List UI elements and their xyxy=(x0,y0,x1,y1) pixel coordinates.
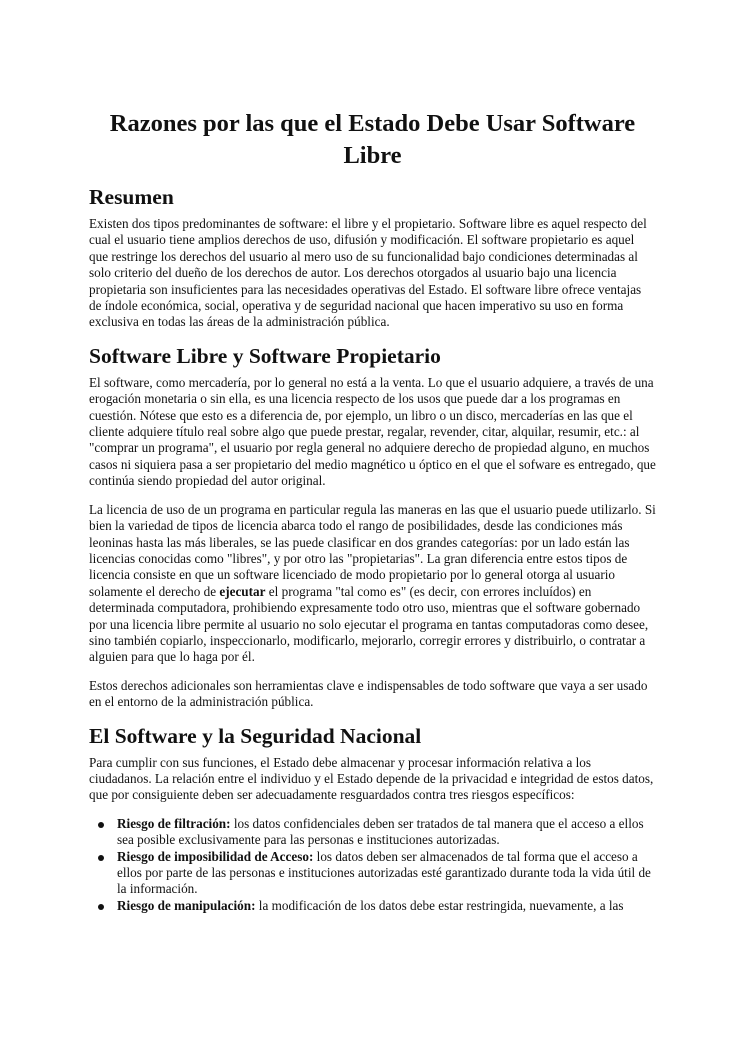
text-run: el programa "tal como es" (es decir, con errores incluídos) en determinada computadora, prohibiendo expresamente todo otro uso, mientras que el software gobernado por una licencia libre permite al usuario no solo ejecutar el programa en tantas computadoras como desee, sino también copiarlo, inspeccionarlo, modificarlo, mejorarlo, corregir errores y distribuirlo, o contratar a alguien para que lo haga por él. xyxy=(89,583,649,665)
bullet-icon xyxy=(98,904,104,910)
list-text: los datos confidenciales deben ser tratados de tal manera que el acceso a ellos sea posible exclusivamente para las personas e instituciones autorizadas. xyxy=(117,815,644,848)
section-heading: Resumen xyxy=(89,185,174,209)
bold-term: ejecutar xyxy=(219,583,266,599)
paragraph xyxy=(89,502,656,666)
section-seguridad xyxy=(89,723,656,915)
list-term: Riesgo de manipulación: xyxy=(117,897,256,913)
text-run: La licencia de uso de un programa en particular regula las maneras en las que el usuario puede utilizarlo. Si bien la variedad de tipos de licencia abarca todo el rango de posibilidades, desde las condiciones más leoninas hasta las más liberales, se las puede clasificar en dos grandes categorías: por un lado están las licencias conocidas como "libres", y por otro las "propietarias". La gran diferencia entre estos tipos de licencia consiste en que un software licenciado de modo propietario por lo general otorga al usuario solamente el derecho de xyxy=(89,501,656,599)
paragraph: Para cumplir con sus funciones, el Estado debe almacenar y procesar información relativa a los ciudadanos. La relación entre el individuo y el Estado depende de la privacidad e integridad de estos datos, que por consiguiente deben ser adecuadamente resguardados contra tres riesgos específicos: xyxy=(89,754,654,803)
section-resumen xyxy=(89,184,656,331)
paragraph: Existen dos tipos predominantes de software: el libre y el propietario. Software libre es aquel respecto del cual el usuario tiene amplios derechos de uso, difusión y modificación. El software propietario es aquel que restringe los derechos del usuario al mero uso de su funcionalidad bajo condiciones determinadas al solo criterio del dueño de los derechos de autor. Los derechos otorgados al usuario bajo una licencia propietaria son insuficientes para las necesidades operativas del Estado. El software libre ofrece ventajas de índole económica, social, operativa y de seguridad nacional que hacen imperativo su uso en forma exclusiva en todas las áreas de la administración pública. xyxy=(89,216,647,330)
paragraph: Estos derechos adicionales son herramientas clave e indispensables de todo software que vaya a ser usado en el entorno de la administración pública. xyxy=(89,677,648,710)
document-title: Razones por las que el Estado Debe Usar Software Libre xyxy=(109,110,636,169)
bullet-icon xyxy=(98,855,104,861)
paragraph: El software, como mercadería, por lo general no está a la venta. Lo que el usuario adquiere, a través de una erogación monetaria o sin ella, es una licencia respecto de los usos que puede dar a los programas en cuestión. Nótese que esto es a diferencia de, por ejemplo, un libro o un disco, mercaderías en las que el cliente adquiere título real sobre algo que puede prestar, regalar, revender, citar, alquilar, resumir, etc.: al "comprar un programa", el usuario por regla general no adquiere derecho de propiedad alguno, en muchos casos ni siquiera pasa a ser propietario del medio magnético u óptico en el que el sofware es entregado, que continúa siendo propiedad del autor original. xyxy=(89,374,656,489)
list-term: Riesgo de filtración: xyxy=(117,815,231,831)
list-item xyxy=(117,849,656,898)
document-page xyxy=(89,108,656,914)
list-text: los datos deben ser almacenados de tal forma que el acceso a ellos por parte de las personas e instituciones autorizadas esté garantizado durante toda la vida útil de la información. xyxy=(117,848,651,897)
section-heading: Software Libre y Software Propietario xyxy=(89,343,441,368)
risk-list xyxy=(89,816,656,914)
section-libre-propietario xyxy=(89,343,656,711)
list-text: la modificación de los datos debe estar restringida, nuevamente, a las xyxy=(255,897,624,913)
section-heading: El Software y la Seguridad Nacional xyxy=(89,723,422,748)
bullet-icon xyxy=(98,822,104,828)
list-term: Riesgo de imposibilidad de Acceso: xyxy=(117,848,314,864)
list-item xyxy=(117,816,656,849)
list-item xyxy=(117,898,656,914)
